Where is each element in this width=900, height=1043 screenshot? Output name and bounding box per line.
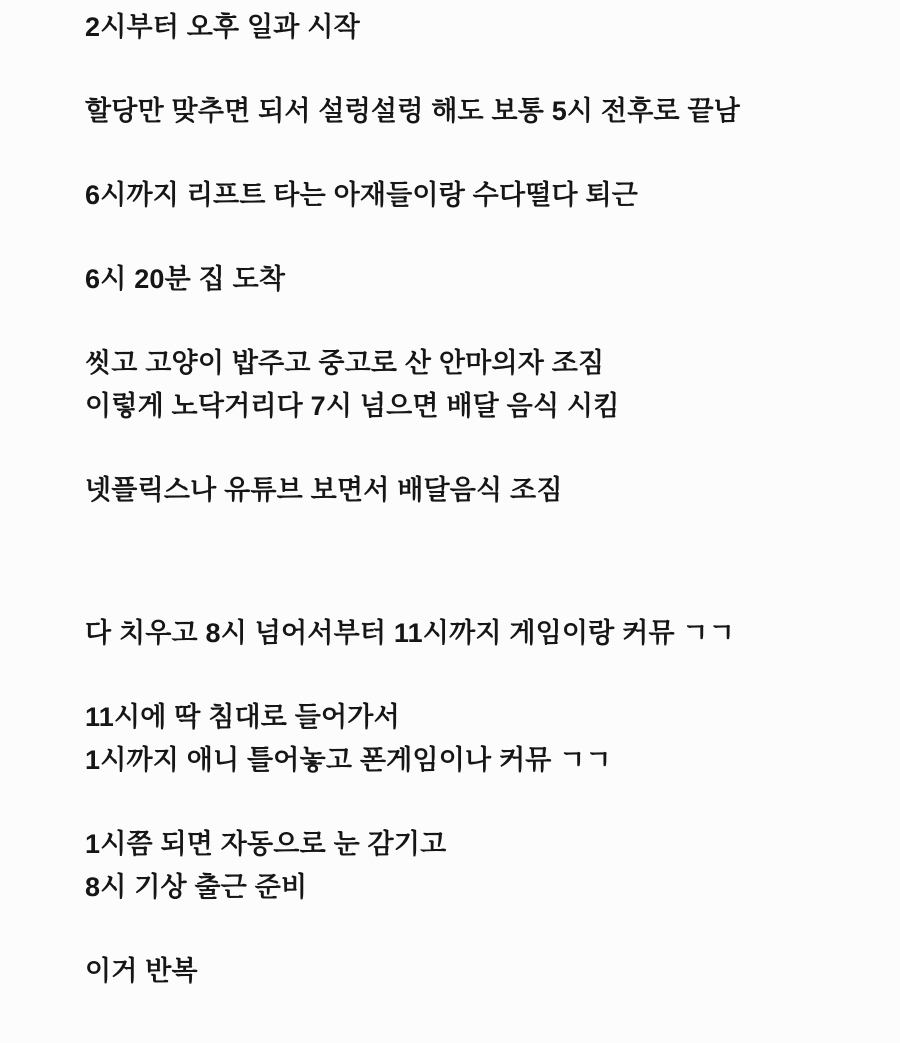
text-line: 씻고 고양이 밥주고 중고로 산 안마의자 조짐	[85, 348, 605, 378]
paragraph	[85, 612, 870, 655]
paragraph	[85, 469, 870, 512]
paragraph	[85, 823, 870, 909]
paragraph	[85, 950, 870, 993]
text-line: 다 치우고 8시 넘어서부터 11시까지 게임이랑 커뮤 ㄱㄱ	[85, 618, 735, 648]
text-line: 할당만 맞추면 되서 설렁설렁 해도 보통 5시 전후로 끝남	[85, 96, 741, 126]
paragraph	[85, 90, 870, 133]
text-line: 넷플릭스나 유튜브 보면서 배달음식 조짐	[85, 475, 563, 505]
text-line: 이렇게 노닥거리다 7시 넘으면 배달 음식 시킴	[85, 391, 620, 421]
text-line: 1시쯤 되면 자동으로 눈 감기고	[85, 829, 447, 859]
paragraph	[85, 174, 870, 217]
text-line: 6시까지 리프트 타는 아재들이랑 수다떨다 퇴근	[85, 180, 639, 210]
text-line: 이거 반복	[85, 956, 198, 986]
paragraph	[85, 258, 870, 301]
text-line: 11시에 딱 침대로 들어가서	[85, 702, 400, 732]
text-line: 6시 20분 집 도착	[85, 264, 286, 294]
text-line: 2시부터 오후 일과 시작	[85, 12, 360, 42]
paragraph	[85, 342, 870, 428]
text-line: 1시까지 애니 틀어놓고 폰게임이나 커뮤 ㄱㄱ	[85, 745, 612, 775]
text-line: 8시 기상 출근 준비	[85, 872, 308, 902]
paragraph	[85, 6, 870, 49]
paragraph	[85, 696, 870, 782]
